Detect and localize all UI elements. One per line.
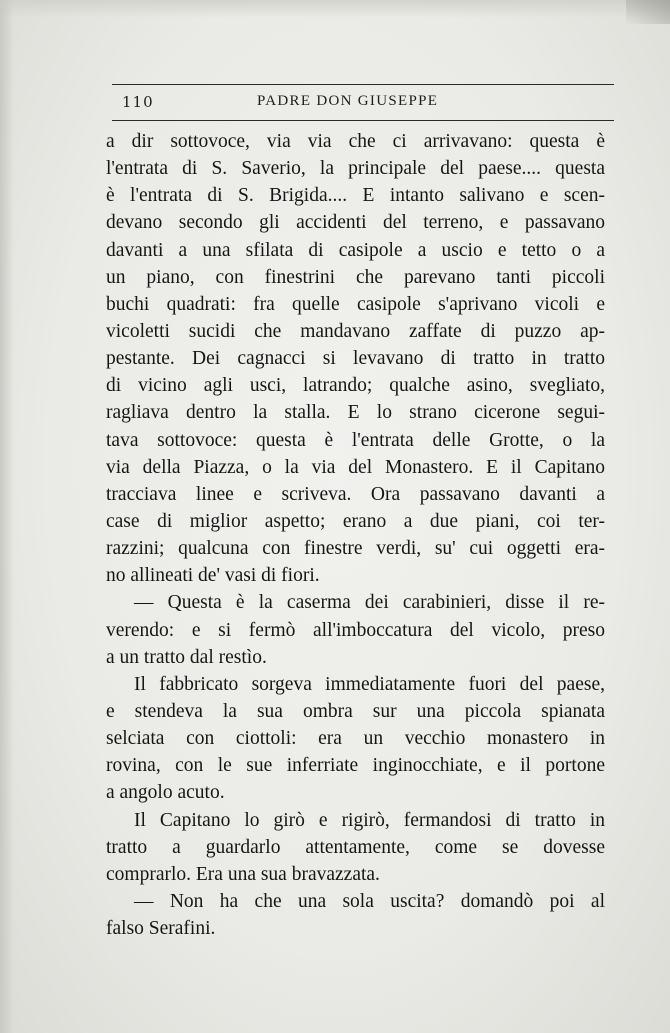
text-line: no allineati de' vasi di fiori. <box>106 565 320 587</box>
header-rule-bottom <box>112 120 614 121</box>
running-header <box>112 82 614 126</box>
text-line: un piano, con finestrini che parevano tanti piccoli <box>106 266 605 288</box>
header-rule-top <box>112 84 614 85</box>
text-line: a dir sottovoce, via via che ci arrivavano: questa è <box>106 131 605 152</box>
text-line: via della Piazza, o la via del Monastero. E il Capitano <box>106 456 605 478</box>
text-line: Il fabbricato sorgeva immediatamente fuori del paese, <box>134 673 605 695</box>
text-line: rovina, con le sue inferriate inginocchiate, e il portone <box>106 755 605 777</box>
text-line: pestante. Dei cagnacci si levavano di tratto in tratto <box>106 348 605 370</box>
text-line: davanti a una sfilata di casipole a uscio e tetto o a <box>106 239 605 261</box>
text-line: di vicino agli usci, latrando; qualche asino, svegliato, <box>106 375 605 397</box>
page-number: 110 <box>122 93 154 111</box>
page-top-shadow <box>0 0 670 18</box>
text-line: — Questa è la caserma dei carabinieri, disse il re- <box>134 592 605 614</box>
text-line: buchi quadrati: fra quelle casipole s'aprivano vicoli e <box>106 293 605 315</box>
text-line: Il Capitano lo girò e rigirò, fermandosi di tratto in <box>134 809 605 831</box>
text-line: razzini; qualcuna con finestre verdi, su' cui oggetti era- <box>106 538 605 560</box>
text-line: a un tratto dal restìo. <box>106 646 267 668</box>
text-line: è l'entrata di S. Brigida.... E intanto salivano e scen- <box>106 185 605 207</box>
text-line: selciata con ciottoli: era un vecchio monastero in <box>106 728 605 750</box>
text-line: l'entrata di S. Saverio, la principale del paese.... questa <box>106 158 605 180</box>
body-text <box>106 128 605 942</box>
text-line: falso Serafini. <box>106 918 216 940</box>
page-left-shadow <box>0 0 14 1033</box>
text-line: tracciava linee e scriveva. Ora passavano davanti a <box>106 483 605 505</box>
text-line: tratto a guardarlo attentamente, come se dovesse <box>106 836 605 858</box>
page-corner-shadow <box>626 0 670 24</box>
text-line: a angolo acuto. <box>106 782 225 804</box>
text-line: devano secondo gli accidenti del terreno, e passavano <box>106 212 605 234</box>
text-line: — Non ha che una sola uscita? domandò poi al <box>134 890 605 912</box>
text-line: e stendeva la sua ombra sur una piccola spianata <box>106 700 605 722</box>
running-title: PADRE DON GIUSEPPE <box>257 93 439 109</box>
text-line: tava sottovoce: questa è l'entrata delle Grotte, o la <box>106 429 605 451</box>
text-line: case di miglior aspetto; erano a due piani, coi ter- <box>106 510 605 532</box>
text-line: vicoletti sucidi che mandavano zaffate di puzzo ap- <box>106 320 605 342</box>
text-line: ragliava dentro la stalla. E lo strano cicerone segui- <box>106 402 605 424</box>
text-line: comprarlo. Era una sua bravazzata. <box>106 863 380 885</box>
text-line: verendo: e si fermò all'imboccatura del vicolo, preso <box>106 619 605 641</box>
